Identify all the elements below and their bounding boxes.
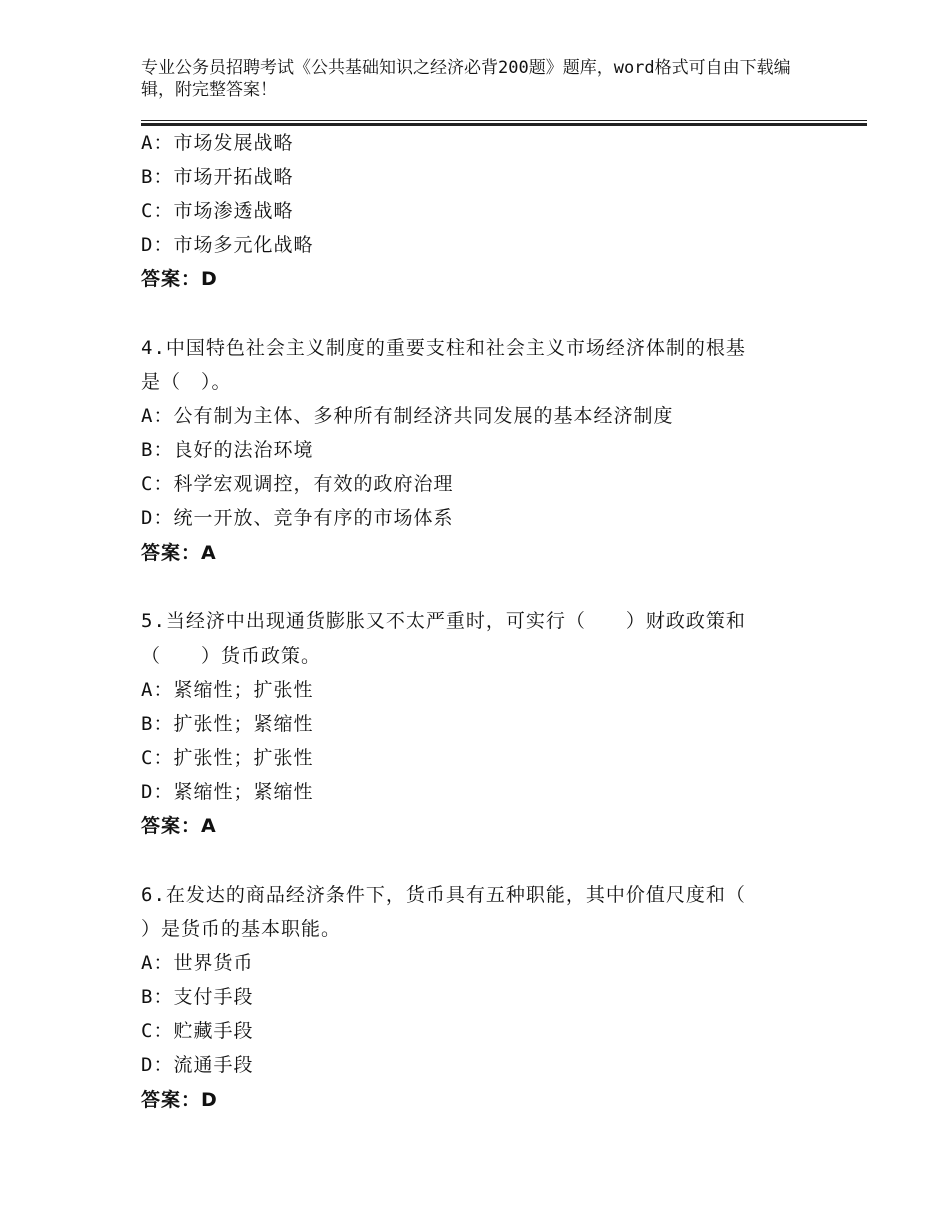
- question-6-option-d: D：流通手段: [141, 1054, 254, 1076]
- question-3-answer: 答案：D: [141, 268, 218, 290]
- page-header: 专业公务员招聘考试《公共基础知识之经济必背200题》题库，word格式可自由下载编辑，附完整答案！: [141, 58, 791, 100]
- question-4-option-b: B：良好的法治环境: [141, 439, 314, 461]
- header-rule: [141, 120, 867, 121]
- question-4-stem-line-2: 是（ ）。: [141, 371, 232, 393]
- question-4-option-a: A：公有制为主体、多种所有制经济共同发展的基本经济制度: [141, 405, 674, 427]
- question-5-option-d: D：紧缩性；紧缩性: [141, 781, 314, 803]
- question-6-option-b: B：支付手段: [141, 986, 254, 1008]
- question-5-option-a: A：紧缩性；扩张性: [141, 679, 314, 701]
- question-4-stem-line-1: 4.中国特色社会主义制度的重要支柱和社会主义市场经济体制的根基: [141, 337, 746, 359]
- question-3-option-a: A：市场发展战略: [141, 132, 294, 154]
- question-3-option-b: B：市场开拓战略: [141, 166, 294, 188]
- question-6-answer: 答案：D: [141, 1089, 218, 1111]
- question-5-option-b: B：扩张性；紧缩性: [141, 713, 314, 735]
- question-6-option-a: A：世界货币: [141, 952, 254, 974]
- question-4-option-d: D：统一开放、竞争有序的市场体系: [141, 507, 454, 529]
- question-3-option-c: C：市场渗透战略: [141, 200, 294, 222]
- question-6-stem-line-1: 6.在发达的商品经济条件下，货币具有五种职能，其中价值尺度和（: [141, 884, 746, 906]
- question-5-option-c: C：扩张性；扩张性: [141, 747, 314, 769]
- question-5-stem-line-1: 5.当经济中出现通货膨胀又不太严重时，可实行（ ）财政政策和: [141, 610, 746, 632]
- question-6-option-c: C：贮藏手段: [141, 1020, 254, 1042]
- question-4-option-c: C：科学宏观调控，有效的政府治理: [141, 473, 454, 495]
- question-5-stem-line-2: （ ）货币政策。: [141, 645, 322, 667]
- header-rule-thick: [141, 123, 867, 126]
- question-4-answer: 答案：A: [141, 542, 217, 564]
- question-6-stem-line-2: ）是货币的基本职能。: [141, 918, 342, 940]
- question-3-option-d: D：市场多元化战略: [141, 234, 314, 256]
- question-5-answer: 答案：A: [141, 815, 217, 837]
